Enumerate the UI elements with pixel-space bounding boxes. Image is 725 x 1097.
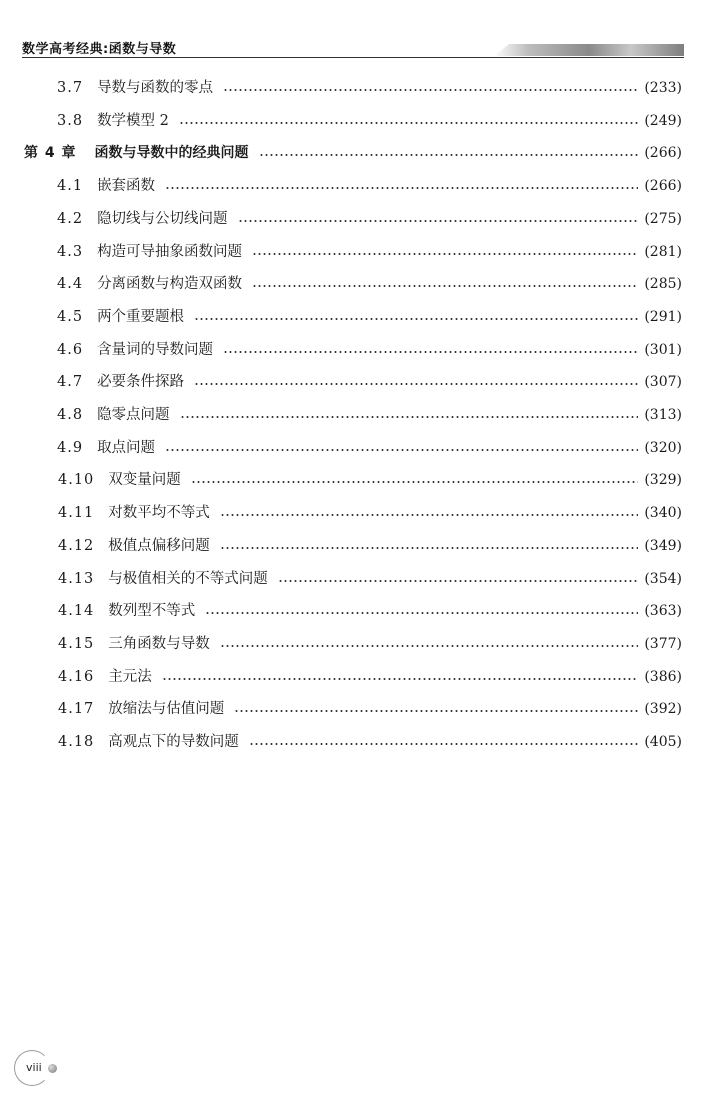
toc-row bbox=[57, 437, 682, 459]
dot-leader bbox=[252, 285, 638, 287]
toc-row bbox=[57, 339, 682, 361]
toc-row bbox=[57, 241, 682, 263]
toc-page: (386) bbox=[644, 669, 682, 685]
toc-row bbox=[57, 404, 682, 426]
toc-page: (313) bbox=[644, 407, 682, 423]
toc-page: (281) bbox=[644, 244, 682, 260]
toc-title: 极值点偏移问题 bbox=[108, 538, 210, 554]
toc-title: 主元法 bbox=[108, 669, 152, 685]
toc-title: 导数与函数的零点 bbox=[97, 80, 214, 96]
toc-number: 4.11 bbox=[58, 505, 95, 521]
toc-page: (363) bbox=[644, 603, 682, 619]
toc-page: (307) bbox=[644, 374, 682, 390]
toc-page: (233) bbox=[644, 80, 682, 96]
toc-title: 两个重要题根 bbox=[97, 309, 185, 325]
toc-number: 4.10 bbox=[58, 472, 95, 488]
toc-title: 函数与导数中的经典问题 bbox=[94, 145, 249, 161]
toc-row bbox=[57, 208, 682, 230]
toc-number: 4.16 bbox=[58, 669, 95, 685]
toc-number: 4.7 bbox=[57, 374, 84, 390]
dot-leader bbox=[223, 351, 638, 353]
dot-leader bbox=[162, 678, 639, 680]
toc-title: 隐切线与公切线问题 bbox=[97, 211, 228, 227]
toc-page: (320) bbox=[644, 440, 682, 456]
toc-row bbox=[58, 535, 682, 557]
toc-page: (285) bbox=[644, 276, 682, 292]
folio-dot-icon bbox=[48, 1064, 57, 1073]
header-decoration bbox=[494, 44, 684, 56]
toc-row bbox=[58, 666, 682, 688]
toc-row bbox=[57, 110, 682, 132]
toc-row bbox=[57, 306, 682, 328]
toc-page: (266) bbox=[644, 145, 682, 161]
toc-row bbox=[58, 698, 682, 720]
toc-page: (405) bbox=[644, 734, 682, 750]
dot-leader bbox=[220, 645, 639, 647]
toc-row bbox=[58, 633, 682, 655]
toc-number: 4.13 bbox=[58, 571, 95, 587]
toc-number: 3.7 bbox=[57, 80, 84, 96]
dot-leader bbox=[223, 89, 638, 91]
dot-leader bbox=[165, 187, 638, 189]
toc-row bbox=[58, 731, 682, 753]
running-header bbox=[22, 36, 684, 58]
toc-title: 必要条件探路 bbox=[97, 374, 185, 390]
dot-leader bbox=[220, 547, 639, 549]
toc-title: 数学模型 2 bbox=[97, 113, 169, 129]
toc-title: 高观点下的导数问题 bbox=[108, 734, 239, 750]
toc-title: 双变量问题 bbox=[108, 472, 181, 488]
toc-row bbox=[57, 273, 682, 295]
toc-number: 4.14 bbox=[58, 603, 95, 619]
toc-page: (329) bbox=[644, 472, 682, 488]
toc-number: 4.9 bbox=[57, 440, 84, 456]
toc-number: 4.2 bbox=[57, 211, 84, 227]
toc-page: (349) bbox=[644, 538, 682, 554]
page-number-badge bbox=[12, 1050, 62, 1090]
toc-row bbox=[58, 600, 682, 622]
toc-page: (392) bbox=[644, 701, 682, 717]
toc-page: (249) bbox=[644, 113, 682, 129]
toc-title: 取点问题 bbox=[97, 440, 156, 456]
toc-row bbox=[57, 175, 682, 197]
dot-leader bbox=[194, 383, 638, 385]
dot-leader bbox=[220, 514, 639, 516]
dot-leader bbox=[234, 710, 638, 712]
book-title: 数学高考经典:函数与导数 bbox=[22, 42, 177, 57]
toc-title: 构造可导抽象函数问题 bbox=[97, 244, 243, 260]
toc-page: (266) bbox=[644, 178, 682, 194]
toc-number: 第 4 章 bbox=[24, 145, 77, 161]
toc-title: 隐零点问题 bbox=[97, 407, 170, 423]
toc-number: 4.8 bbox=[57, 407, 84, 423]
toc-number: 4.12 bbox=[58, 538, 95, 554]
dot-leader bbox=[259, 154, 639, 156]
dot-leader bbox=[180, 416, 639, 418]
dot-leader bbox=[205, 612, 638, 614]
toc-title: 放缩法与估值问题 bbox=[108, 701, 225, 717]
toc-number: 4.5 bbox=[57, 309, 84, 325]
header-divider bbox=[22, 57, 684, 58]
toc-number: 4.17 bbox=[58, 701, 95, 717]
toc-page: (340) bbox=[644, 505, 682, 521]
toc-number: 4.6 bbox=[57, 342, 84, 358]
dot-leader bbox=[179, 122, 638, 124]
dot-leader bbox=[191, 481, 639, 483]
toc-page: (301) bbox=[644, 342, 682, 358]
toc-row bbox=[58, 469, 682, 491]
toc-page: (275) bbox=[644, 211, 682, 227]
toc-number: 3.8 bbox=[57, 113, 84, 129]
toc-title: 嵌套函数 bbox=[97, 178, 156, 194]
toc-title: 对数平均不等式 bbox=[108, 505, 210, 521]
toc-page: (354) bbox=[644, 571, 682, 587]
dot-leader bbox=[165, 449, 638, 451]
toc-number: 4.4 bbox=[57, 276, 84, 292]
toc-row bbox=[58, 502, 682, 524]
dot-leader bbox=[252, 253, 638, 255]
toc-row bbox=[57, 371, 682, 393]
toc-title: 分离函数与构造双函数 bbox=[97, 276, 243, 292]
toc-number: 4.1 bbox=[57, 178, 84, 194]
toc-title: 数列型不等式 bbox=[108, 603, 196, 619]
dot-leader bbox=[249, 743, 639, 745]
toc-title: 与极值相关的不等式问题 bbox=[108, 571, 268, 587]
toc-row bbox=[58, 568, 682, 590]
toc-number: 4.18 bbox=[58, 734, 95, 750]
toc-title: 三角函数与导数 bbox=[108, 636, 210, 652]
dot-leader bbox=[194, 318, 638, 320]
toc-row bbox=[57, 77, 682, 99]
toc-number: 4.15 bbox=[58, 636, 95, 652]
dot-leader bbox=[238, 220, 639, 222]
dot-leader bbox=[278, 580, 639, 582]
toc-number: 4.3 bbox=[57, 244, 84, 260]
page-number: viii bbox=[26, 1061, 42, 1074]
toc-title: 含量词的导数问题 bbox=[97, 342, 214, 358]
toc-page: (377) bbox=[644, 636, 682, 652]
toc-page: (291) bbox=[644, 309, 682, 325]
toc-chapter-row bbox=[24, 142, 682, 164]
